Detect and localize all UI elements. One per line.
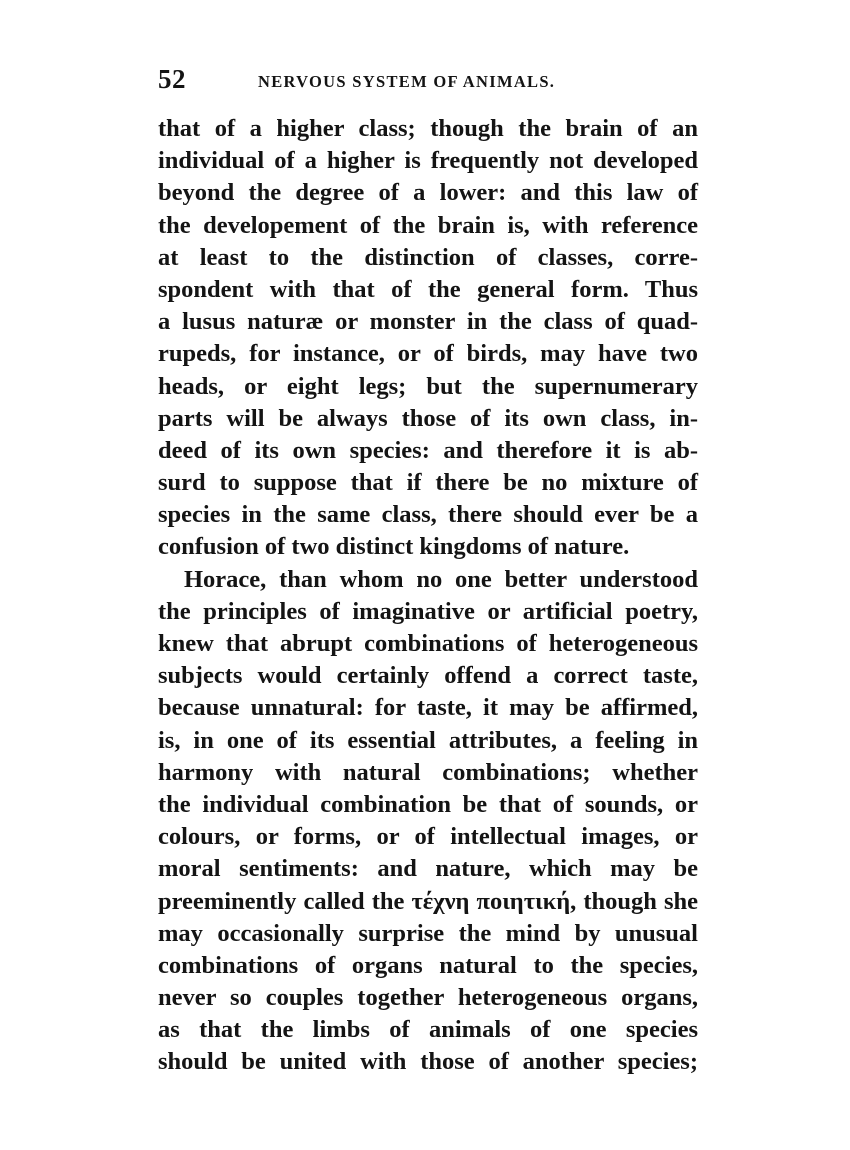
text-line: surd to suppose that if there be no mixture of <box>158 469 698 497</box>
text-line: at least to the distinction of classes, corre- <box>158 243 698 271</box>
text-line: individual of a higher is frequently not developed <box>158 147 698 175</box>
running-title: NERVOUS SYSTEM OF ANIMALS. <box>258 72 556 91</box>
text-line: confusion of two distinct kingdoms of nature. <box>158 533 630 561</box>
text-line: harmony with natural combinations; whether <box>158 758 698 786</box>
text-line: colours, or forms, or of intellectual images, or <box>158 823 698 851</box>
text-line: as that the limbs of animals of one species <box>158 1016 698 1044</box>
text-line: may occasionally surprise the mind by unusual <box>158 919 698 947</box>
text-line: subjects would certainly offend a correct taste, <box>158 662 698 690</box>
text-line: spondent with that of the general form. Thus <box>158 275 698 303</box>
text-line: knew that abrupt combinations of heterogeneous <box>158 630 698 657</box>
page-header <box>158 64 698 100</box>
text-line: because unnatural: for taste, it may be affirmed, <box>158 694 698 722</box>
paragraph-2 <box>158 564 698 1079</box>
paragraph-1 <box>158 113 698 564</box>
text-line: that of a higher class; though the brain of an <box>158 115 698 142</box>
body-text <box>158 113 698 1079</box>
text-line: never so couples together heterogeneous organs, <box>158 984 698 1012</box>
text-line: the developement of the brain is, with reference <box>158 211 698 239</box>
text-line: deed of its own species: and therefore it is ab- <box>158 436 698 464</box>
text-line: preeminently called the τέχνη ποιητική, though she <box>158 887 698 915</box>
text-line: the individual combination be that of sounds, or <box>158 790 698 818</box>
text-line: combinations of organs natural to the species, <box>158 951 698 979</box>
text-line: moral sentiments: and nature, which may be <box>158 855 698 883</box>
text-line: is, in one of its essential attributes, a feeling in <box>158 726 698 754</box>
text-line: a lusus naturæ or monster in the class of quad- <box>158 308 698 336</box>
text-line: species in the same class, there should ever be a <box>158 501 698 529</box>
text-line: heads, or eight legs; but the supernumerary <box>158 372 698 400</box>
text-line: should be united with those of another species; <box>158 1048 698 1076</box>
text-line: the principles of imaginative or artificial poetry, <box>158 597 698 625</box>
page-number: 52 <box>158 64 186 94</box>
text-line: rupeds, for instance, or of birds, may have two <box>158 340 698 368</box>
text-line: Horace, than whom no one better understood <box>184 565 698 593</box>
text-line: beyond the degree of a lower: and this law of <box>158 179 698 207</box>
text-line: parts will be always those of its own class, in- <box>158 404 698 432</box>
